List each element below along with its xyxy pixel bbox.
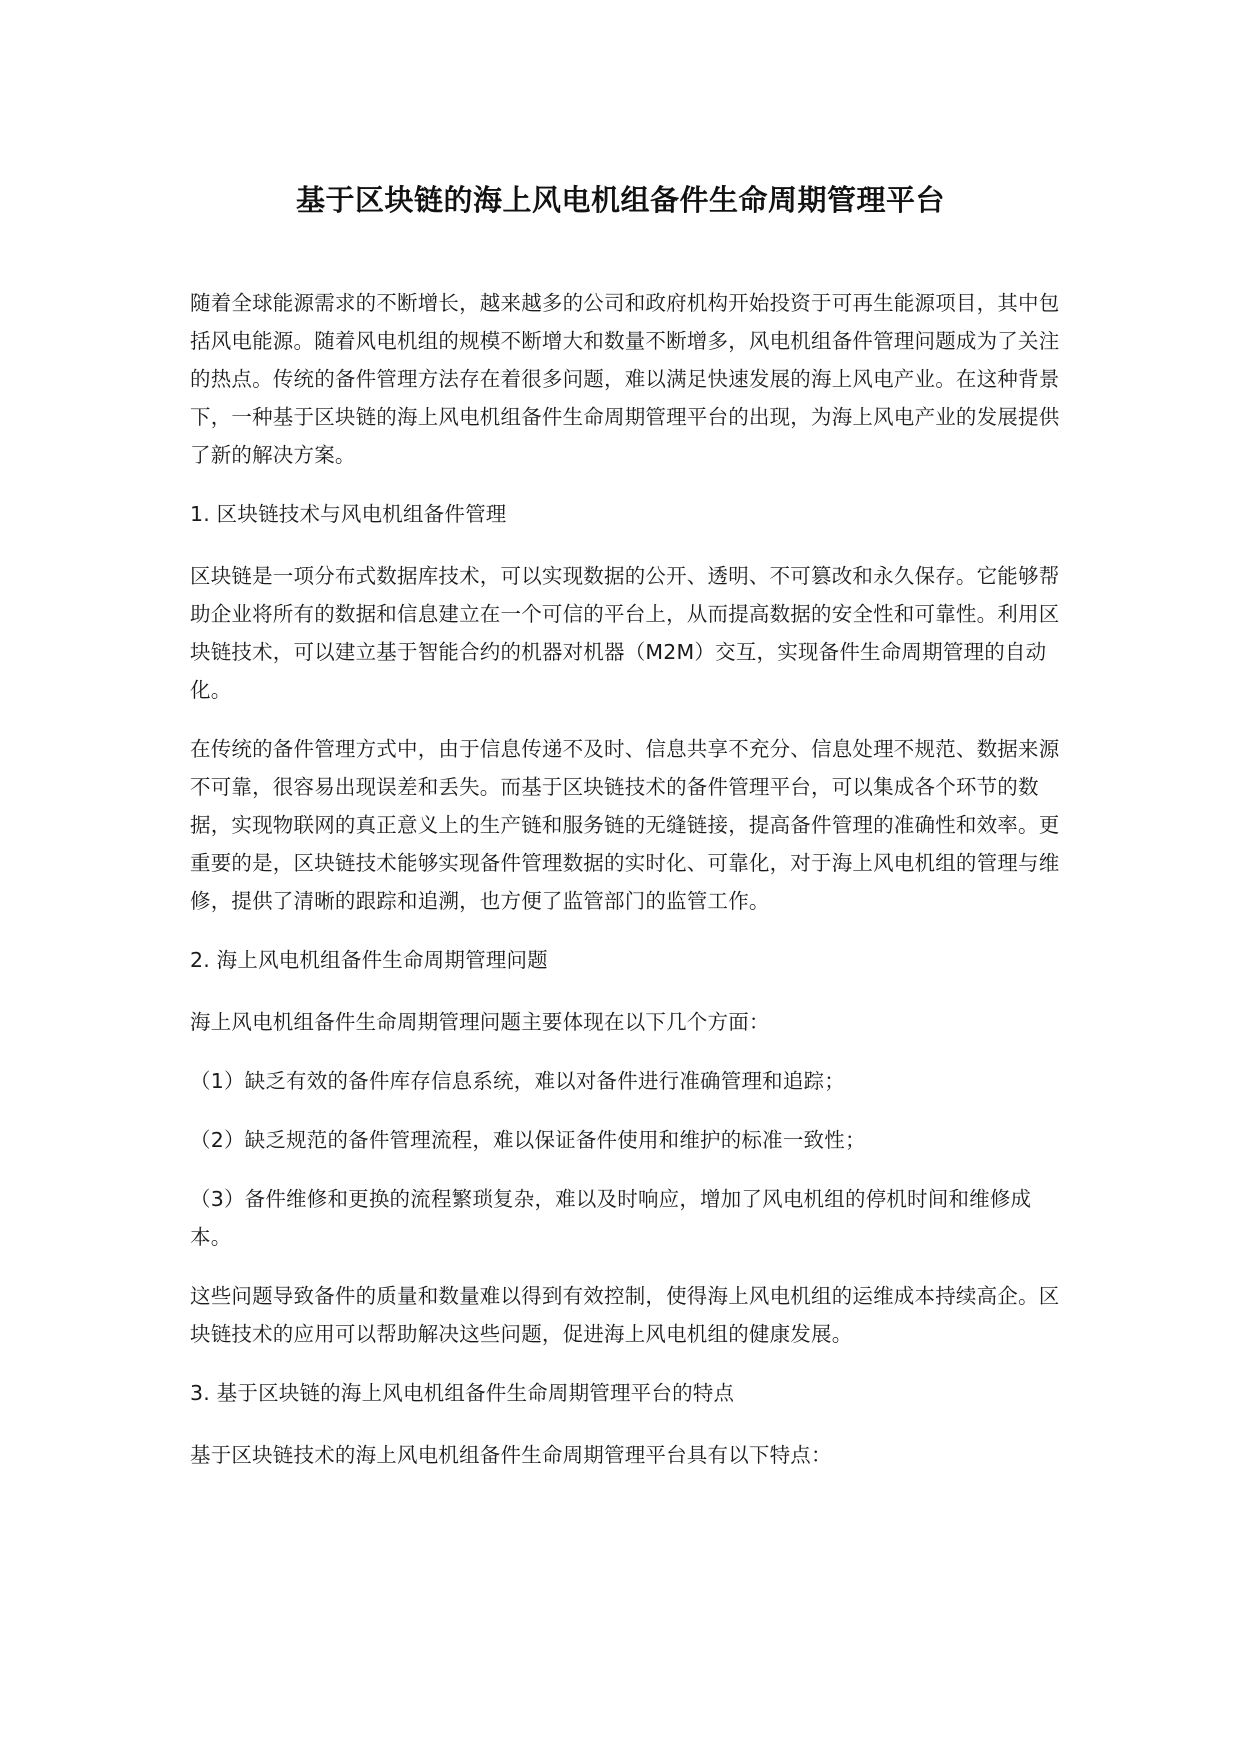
- document-body: [190, 284, 1070, 1495]
- body-paragraph: 海上风电机组备件生命周期管理问题主要体现在以下几个方面：: [190, 1010, 770, 1034]
- body-paragraph: 这些问题导致备件的质量和数量难以得到有效控制，使得海上风电机组的运维成本持续高企。区块链技术的应用可以帮助解决这些问题，促进海上风电机组的健康发展。: [190, 1284, 1060, 1346]
- list-item: （3）备件维修和更换的流程繁琐复杂，难以及时响应，增加了风电机组的停机时间和维修成本。: [190, 1187, 1032, 1249]
- body-paragraph: 区块链是一项分布式数据库技术，可以实现数据的公开、透明、不可篡改和永久保存。它能够帮助企业将所有的数据和信息建立在一个可信的平台上，从而提高数据的安全性和可靠性。利用区块链技术，可以建立基于智能合约的机器对机器（M2M）交互，实现备件生命周期管理的自动化。: [190, 564, 1060, 702]
- section-heading-3: 3. 基于区块链的海上风电机组备件生命周期管理平台的特点: [190, 1381, 735, 1405]
- list-item: （2）缺乏规范的备件管理流程，难以保证备件使用和维护的标准一致性；: [190, 1128, 866, 1152]
- section-heading-1: 1. 区块链技术与风电机组备件管理: [190, 502, 507, 526]
- body-paragraph: 在传统的备件管理方式中，由于信息传递不及时、信息共享不充分、信息处理不规范、数据来源不可靠，很容易出现误差和丢失。而基于区块链技术的备件管理平台，可以集成各个环节的数据，实现物联网的真正意义上的生产链和服务链的无缝链接，提高备件管理的准确性和效率。更重要的是，区块链技术能够实现备件管理数据的实时化、可靠化，对于海上风电机组的管理与维修，提供了清晰的跟踪和追溯，也方便了监管部门的监管工作。: [190, 737, 1060, 913]
- section-heading-2: 2. 海上风电机组备件生命周期管理问题: [190, 948, 548, 972]
- list-item: （1）缺乏有效的备件库存信息系统，难以对备件进行准确管理和追踪；: [190, 1069, 845, 1093]
- page-title: 基于区块链的海上风电机组备件生命周期管理平台: [295, 183, 945, 217]
- intro-paragraph: 随着全球能源需求的不断增长，越来越多的公司和政府机构开始投资于可再生能源项目，其中包括风电能源。随着风电机组的规模不断增大和数量不断增多，风电机组备件管理问题成为了关注的热点。传统的备件管理方法存在着很多问题，难以满足快速发展的海上风电产业。在这种背景下，一种基于区块链的海上风电机组备件生命周期管理平台的出现，为海上风电产业的发展提供了新的解决方案。: [190, 291, 1060, 467]
- body-paragraph: 基于区块链技术的海上风电机组备件生命周期管理平台具有以下特点：: [190, 1443, 832, 1467]
